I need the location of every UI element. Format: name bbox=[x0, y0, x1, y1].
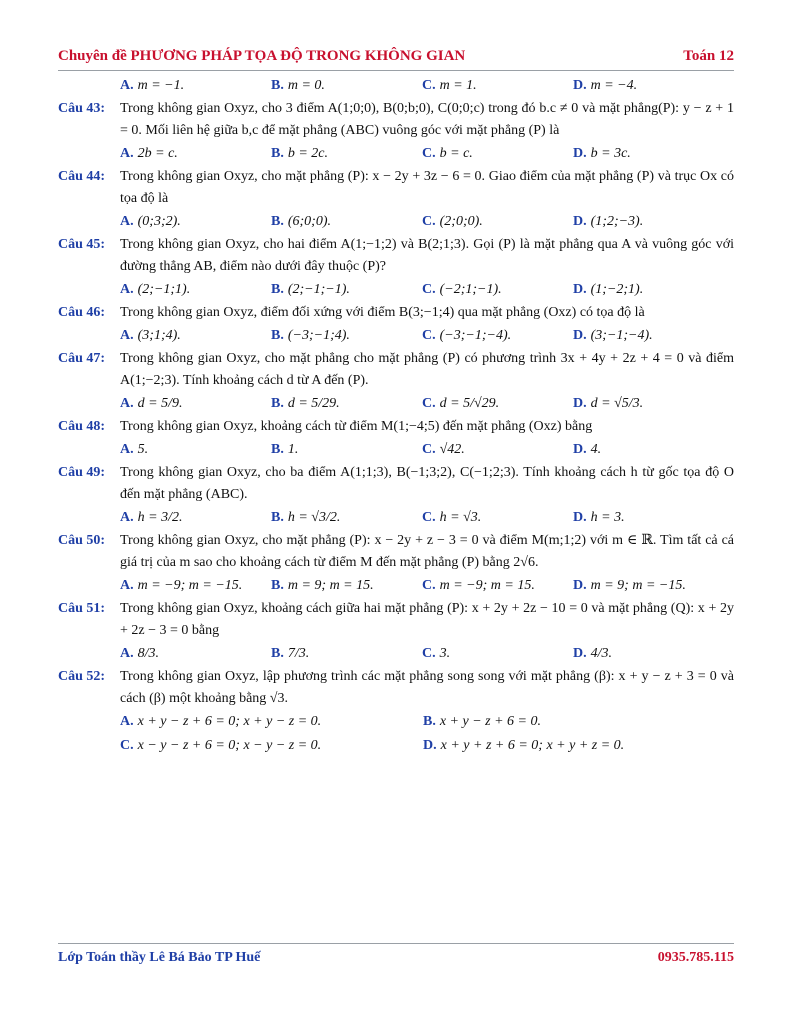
question-text: Trong không gian Oxyz, cho ba điểm A(1;1;3), B(−1;3;2), C(−1;2;3). Tính khoảng cách h từ gốc tọa độ O đến mặt phẳng (ABC). bbox=[120, 465, 734, 502]
option: B. (−3;−1;4). bbox=[271, 328, 350, 343]
question bbox=[58, 98, 734, 142]
option: A. m = −1. bbox=[120, 78, 185, 93]
option: D. (3;−1;−4). bbox=[573, 328, 653, 343]
question bbox=[58, 348, 734, 392]
option: B. m = 9; m = 15. bbox=[271, 578, 374, 593]
page-header bbox=[58, 48, 734, 70]
option-row bbox=[58, 278, 734, 302]
question-text: Trong không gian Oxyz, lập phương trình các mặt phẳng song song với mặt phẳng (β): x + y − z + 3 = 0 và cách (β) một khoảng bằng √3. bbox=[120, 669, 734, 706]
option: D. 4/3. bbox=[573, 646, 613, 661]
option: B. 1. bbox=[271, 442, 299, 457]
option-row bbox=[58, 210, 734, 234]
option-row bbox=[58, 438, 734, 462]
option: C. (−2;1;−1). bbox=[422, 282, 502, 297]
question-number: Câu 49: bbox=[58, 465, 106, 480]
footer-author: Lớp Toán thầy Lê Bá Bảo TP Huế bbox=[58, 950, 261, 965]
option: B. (2;−1;−1). bbox=[271, 282, 350, 297]
option: B. b = 2c. bbox=[271, 146, 329, 161]
option-row bbox=[58, 324, 734, 348]
option: A. (2;−1;1). bbox=[120, 282, 191, 297]
option: D. h = 3. bbox=[573, 510, 625, 525]
question-number: Câu 44: bbox=[58, 169, 106, 184]
option: B. x + y − z + 6 = 0. bbox=[423, 714, 542, 729]
question-number: Câu 46: bbox=[58, 305, 106, 320]
option: C. (2;0;0). bbox=[422, 214, 483, 229]
question bbox=[58, 234, 734, 278]
question-number: Câu 51: bbox=[58, 601, 106, 616]
question-text: Trong không gian Oxyz, cho hai điểm A(1;−1;2) và B(2;1;3). Gọi (P) là mặt phẳng qua A và vuông góc với đường thẳng AB, điểm nào dưới đây thuộc (P)? bbox=[120, 237, 734, 274]
question-text: Trong không gian Oxyz, cho 3 điểm A(1;0;0), B(0;b;0), C(0;0;c) trong đó b.c ≠ 0 và mặt phẳng(P): y − z + 1 = 0. Mối liên hệ giữa b,c để mặt phẳng (ABC) vuông góc với mặt phẳng (P) là bbox=[120, 101, 734, 138]
option: C. m = −9; m = 15. bbox=[422, 578, 535, 593]
question-list bbox=[58, 74, 734, 758]
question-text: Trong không gian Oxyz, cho mặt phẳng (P): x − 2y + 3z − 6 = 0. Giao điểm của mặt phẳng (P) và trục Ox có tọa độ là bbox=[120, 169, 734, 206]
question-text: Trong không gian Oxyz, khoảng cách giữa hai mặt phẳng (P): x + 2y + 2z − 10 = 0 và mặt phẳng (Q): x + 2y + 2z − 3 = 0 bằng bbox=[120, 601, 734, 638]
option: C. x − y − z + 6 = 0; x − y − z = 0. bbox=[120, 738, 322, 753]
option-row bbox=[58, 574, 734, 598]
option: B. d = 5/29. bbox=[271, 396, 340, 411]
header-grade: Toán 12 bbox=[683, 48, 734, 64]
header-title: Chuyên đề PHƯƠNG PHÁP TỌA ĐỘ TRONG KHÔNG GIAN bbox=[58, 48, 466, 64]
option-row bbox=[58, 642, 734, 666]
question bbox=[58, 530, 734, 574]
option-row bbox=[58, 710, 734, 734]
option: B. (6;0;0). bbox=[271, 214, 331, 229]
option: C. b = c. bbox=[422, 146, 473, 161]
question-number: Câu 50: bbox=[58, 533, 106, 548]
question bbox=[58, 598, 734, 642]
question-text: Trong không gian Oxyz, khoảng cách từ điểm M(1;−4;5) đến mặt phẳng (Oxz) bằng bbox=[120, 419, 593, 434]
page-footer bbox=[58, 950, 734, 970]
option: A. 2b = c. bbox=[120, 146, 178, 161]
option: A. h = 3/2. bbox=[120, 510, 183, 525]
option-row bbox=[58, 142, 734, 166]
option: B. m = 0. bbox=[271, 78, 325, 93]
question-text: Trong không gian Oxyz, điểm đối xứng với điểm B(3;−1;4) qua mặt phẳng (Oxz) có tọa độ là bbox=[120, 305, 645, 320]
question bbox=[58, 302, 734, 324]
option: D. 4. bbox=[573, 442, 602, 457]
question bbox=[58, 666, 734, 710]
option: B. h = √3/2. bbox=[271, 510, 341, 525]
question-text: Trong không gian Oxyz, cho mặt phẳng (P): x − 2y + z − 3 = 0 và điểm M(m;1;2) với m ∈ ℝ. Tìm tất cả cá giá trị của m sao cho khoảng cách từ điểm M đến mặt phẳng (P) bằng 2√6. bbox=[120, 533, 734, 570]
question bbox=[58, 462, 734, 506]
option-row bbox=[58, 392, 734, 416]
option: C. √42. bbox=[422, 442, 465, 457]
option: D. (1;−2;1). bbox=[573, 282, 644, 297]
option: A. (0;3;2). bbox=[120, 214, 181, 229]
footer-divider bbox=[58, 943, 734, 944]
footer-phone: 0935.785.115 bbox=[657, 950, 734, 965]
option: A. (3;1;4). bbox=[120, 328, 181, 343]
question-number: Câu 47: bbox=[58, 351, 106, 366]
option: D. (1;2;−3). bbox=[573, 214, 644, 229]
question-number: Câu 43: bbox=[58, 101, 106, 116]
question-number: Câu 52: bbox=[58, 669, 106, 684]
question-number: Câu 45: bbox=[58, 237, 106, 252]
option-row bbox=[58, 734, 734, 758]
option: B. 7/3. bbox=[271, 646, 310, 661]
option: A. 5. bbox=[120, 442, 149, 457]
option: D. x + y + z + 6 = 0; x + y + z = 0. bbox=[423, 738, 625, 753]
option: A. d = 5/9. bbox=[120, 396, 183, 411]
option-row bbox=[58, 74, 734, 98]
question-text: Trong không gian Oxyz, cho mặt phẳng cho mặt phẳng (P) có phương trình 3x + 4y + 2z + 4 = 0 và điểm A(1;−2;3). Tính khoảng cách d từ A đến (P). bbox=[120, 351, 734, 388]
option: D. m = −4. bbox=[573, 78, 638, 93]
question-number: Câu 48: bbox=[58, 419, 106, 434]
option: C. h = √3. bbox=[422, 510, 482, 525]
option: D. m = 9; m = −15. bbox=[573, 578, 686, 593]
option: A. m = −9; m = −15. bbox=[120, 578, 243, 593]
option: A. x + y − z + 6 = 0; x + y − z = 0. bbox=[120, 714, 322, 729]
option: C. d = 5/√29. bbox=[422, 396, 500, 411]
option: D. d = √5/3. bbox=[573, 396, 644, 411]
question bbox=[58, 166, 734, 210]
option: D. b = 3c. bbox=[573, 146, 631, 161]
header-divider bbox=[58, 70, 734, 71]
option: C. 3. bbox=[422, 646, 451, 661]
question bbox=[58, 416, 734, 438]
option-row bbox=[58, 506, 734, 530]
option: A. 8/3. bbox=[120, 646, 160, 661]
option: C. (−3;−1;−4). bbox=[422, 328, 512, 343]
option: C. m = 1. bbox=[422, 78, 477, 93]
